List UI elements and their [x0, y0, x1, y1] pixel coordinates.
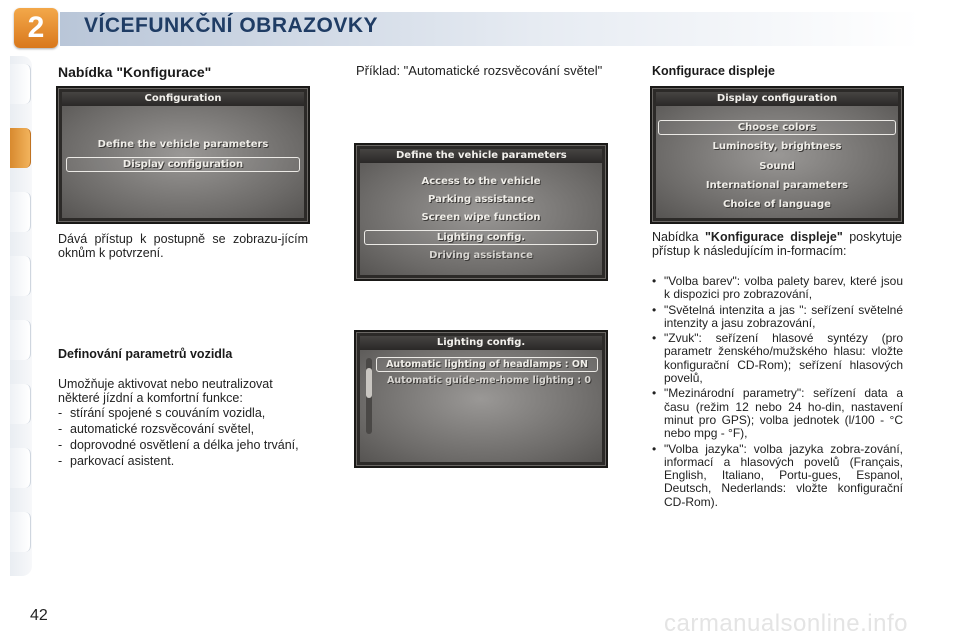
- display-config-intro: [652, 230, 902, 258]
- list-item: • "Volba barev": volba palety barev, které jsou k dispozici pro zobrazování,: [652, 275, 903, 302]
- display-config-heading: Konfigurace displeje: [652, 64, 775, 78]
- config-screen: [56, 86, 310, 224]
- display-config-bullets: [652, 275, 903, 511]
- lighting-config-screen: [354, 330, 608, 468]
- menu-item-luminosity: Luminosity, brightness: [712, 141, 842, 152]
- chapter-tab-5[interactable]: [10, 320, 31, 360]
- define-parameters-text: Umožňuje aktivovat nebo neutralizovat některé jízdní a komfortní funkce:: [58, 377, 273, 405]
- vehicle-parameters-screen: [354, 143, 608, 281]
- page-title: VÍCEFUNKČNÍ OBRAZOVKY: [84, 14, 379, 37]
- config-caption: Dává přístup k postupně se zobrazu-jícím oknům k potvrzení.: [58, 232, 308, 260]
- define-parameters-heading: Definování parametrů vozidla: [58, 347, 233, 361]
- display-config-screen: [650, 86, 904, 224]
- list-item: • "Zvuk": seřízení hlasové syntézy (pro parametr ženského/mužského hlasu: vložte konfigurační CD-Rom); seřízení hlasových povelů,: [652, 332, 903, 385]
- scroll-thumb: [366, 368, 372, 398]
- chapter-tab-1[interactable]: [10, 64, 31, 104]
- list-item: - doprovodné osvětlení a délka jeho trvání,: [58, 438, 310, 452]
- example-caption: Příklad: "Automatické rozsvěcování světel": [356, 63, 603, 78]
- menu-item-choose-colors: Choose colors: [658, 120, 896, 135]
- list-item: - parkovací asistent.: [58, 454, 310, 468]
- watermark: carmanualsonline.info: [664, 610, 908, 637]
- define-parameters-list: [58, 406, 310, 470]
- chapter-tab-6[interactable]: [10, 384, 31, 424]
- side-chapter-tabs: [0, 56, 34, 576]
- menu-item-access-vehicle: Access to the vehicle: [421, 176, 541, 187]
- menu-item-auto-headlamps: Automatic lighting of headlamps : ON: [376, 357, 598, 372]
- screen-title: Configuration: [62, 92, 304, 106]
- chapter-tab-4[interactable]: [10, 256, 31, 296]
- menu-item-driving-assistance: Driving assistance: [429, 250, 533, 261]
- scrollbar: [366, 358, 372, 434]
- list-item: • "Volba jazyka": volba jazyka zobra-zování, informací a hlasových povelů (Français, English, Italiano, Portu-gues, Espanol, Deutsch, Nederlands: vložte konfigurační CD-Rom).: [652, 443, 903, 509]
- page-number: 42: [30, 607, 48, 624]
- chapter-tab-7[interactable]: [10, 448, 31, 488]
- menu-item-sound: Sound: [759, 161, 795, 172]
- chapter-number-badge: 2: [14, 8, 58, 48]
- menu-item-international-parameters: International parameters: [705, 180, 849, 191]
- intro-suffix: poskytuje přístup k následujícím in-formacím:: [652, 230, 902, 258]
- screen-title: Define the vehicle parameters: [360, 149, 602, 163]
- menu-item-parking-assistance: Parking assistance: [428, 194, 534, 205]
- intro-prefix: Nabídka: [652, 230, 699, 244]
- list-item: • "Mezinárodní parametry": seřízení data a času (režim 12 nebo 24 ho-din, nastavení minut pro GPS); volba jednotek (l/100 - °C nebo mpg - °F),: [652, 387, 903, 440]
- chapter-tab-8[interactable]: [10, 512, 31, 552]
- menu-item-define-vehicle-parameters: Define the vehicle parameters: [97, 139, 269, 150]
- menu-item-lighting-config: Lighting config.: [364, 230, 598, 245]
- menu-item-choice-of-language: Choice of language: [723, 199, 831, 210]
- list-item: - stírání spojené s couváním vozidla,: [58, 406, 310, 420]
- intro-bold: "Konfigurace displeje": [705, 230, 843, 244]
- chapter-tab-2-active[interactable]: [10, 128, 31, 168]
- chapter-tab-3[interactable]: [10, 192, 31, 232]
- menu-item-guide-me-home: Automatic guide-me-home lighting : 0: [387, 375, 591, 386]
- config-menu-heading: Nabídka "Konfigurace": [58, 64, 212, 80]
- list-item: • "Světelná intenzita a jas ": seřízení světelné intenzity a jasu zobrazování,: [652, 304, 903, 331]
- screen-title: Lighting config.: [360, 336, 602, 350]
- screen-title: Display configuration: [656, 92, 898, 106]
- menu-item-display-configuration: Display configuration: [66, 157, 300, 172]
- list-item: - automatické rozsvěcování světel,: [58, 422, 310, 436]
- menu-item-screen-wipe: Screen wipe function: [421, 212, 541, 223]
